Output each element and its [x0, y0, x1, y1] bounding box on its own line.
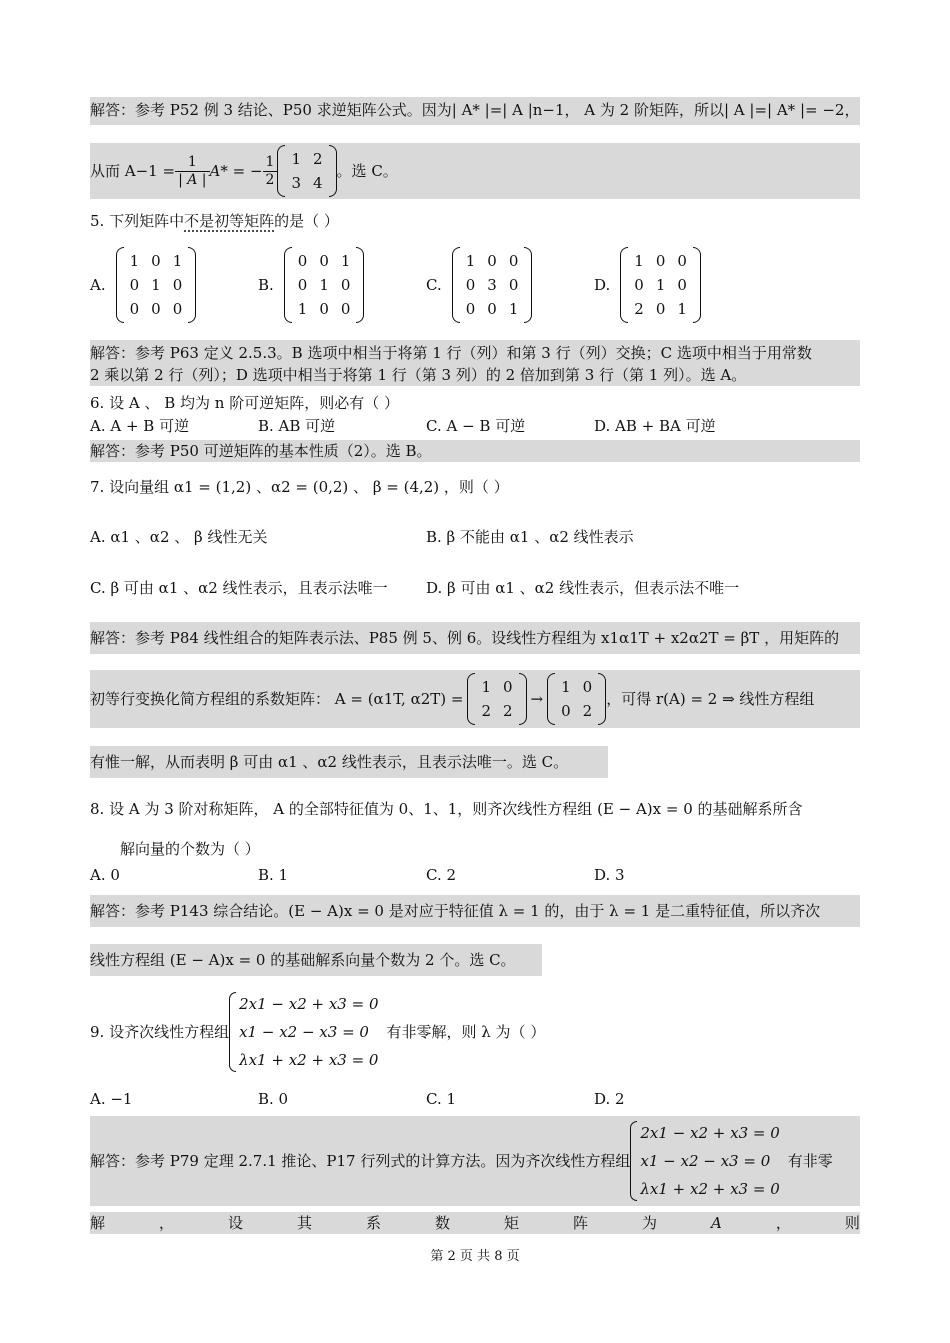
q8-option-a: A. 0	[90, 866, 120, 884]
char: 阵	[573, 1214, 589, 1232]
q9-answer-suffix: 有非零	[787, 1152, 833, 1170]
matrix-cell: 0	[582, 678, 593, 696]
q8-answer-line1: 解答：参考 P143 综合结论。(E − A)x = 0 是对应于特征值 λ = 1 的，由于 λ = 1 是二重特征值，所以齐次	[90, 895, 860, 927]
matrix-cell: 2	[582, 702, 593, 720]
q5-answer-line2: 2 乘以第 2 行（列）；D 选项中相当于将第 1 行（第 3 列）的 2 倍加到第 3 行（第 1 列）。选 A。	[90, 366, 747, 384]
matrix-cell: 0	[561, 702, 571, 720]
q5-option-d	[594, 247, 701, 323]
matrix-coefficients	[467, 673, 526, 725]
q5-answer-line1: 解答：参考 P63 定义 2.5.3。B 选项中相当于将第 1 行（列）和第 3 行（列）交换；C 选项中相当于用常数	[90, 344, 812, 362]
option-label: B.	[258, 276, 274, 294]
matrix-cell: 0	[655, 300, 666, 318]
q9-stem	[90, 990, 545, 1074]
q8-option-c: C. 2	[426, 866, 457, 884]
q6-stem: 6. 设 A 、 B 均为 n 阶可逆矩阵，则必有（ ）	[90, 394, 399, 412]
fraction-denominator: 2	[265, 171, 275, 188]
matrix-cell: 2	[502, 702, 513, 720]
equation-system	[630, 1119, 779, 1203]
option-matrix	[116, 247, 197, 323]
matrix-cell: 1	[677, 300, 687, 318]
q5-stem-emphasis: 不是初等矩阵	[184, 212, 275, 230]
matrix-cell: 0	[172, 300, 183, 318]
char: ，	[159, 1214, 175, 1232]
matrix-cell: 1	[172, 252, 183, 270]
matrix-cell: 1	[291, 150, 301, 168]
q6-option-b: B. AB 可逆	[258, 417, 336, 435]
equation: 2x1 − x2 + x3 = 0	[640, 1124, 780, 1142]
matrix-cell: 1	[297, 300, 308, 318]
matrix-cell: 0	[151, 300, 161, 318]
char: 系	[366, 1214, 382, 1232]
option-label: A.	[90, 276, 106, 294]
q7-answer-line3: 有惟一解，从而表明 β 可由 α1 、α2 线性表示，且表示法唯一。选 C。	[90, 746, 608, 778]
q5-stem	[90, 210, 339, 232]
matrix-cell: 0	[508, 252, 519, 270]
q7-option-b: B. β 不能由 α1 、α2 线性表示	[426, 528, 634, 546]
matrix-cell: 1	[465, 252, 476, 270]
fraction-denominator: | A |	[178, 171, 207, 188]
option-matrix	[452, 247, 533, 323]
matrix-cell: 0	[487, 252, 497, 270]
matrix-cell: 0	[340, 300, 351, 318]
matrix-cell: 0	[508, 276, 519, 294]
q9-option-a: A. −1	[90, 1090, 133, 1108]
q6-answer: 解答：参考 P50 可逆矩阵的基本性质（2）。选 B。	[90, 440, 860, 462]
q4-answer-line2	[90, 143, 860, 199]
matrix-cell: 0	[319, 300, 329, 318]
matrix-cell: 3	[291, 174, 301, 192]
q7-option-d: D. β 可由 α1 、α2 线性表示，但表示法不唯一	[426, 579, 740, 597]
q4-answer-suffix: 。选 C。	[336, 162, 398, 180]
q8-stem-line1: 8. 设 A 为 3 阶对称矩阵， A 的全部特征值为 0、1、1，则齐次线性方程组 (E − A)x = 0 的基础解系所含	[90, 800, 803, 818]
matrix-cell: 0	[297, 276, 308, 294]
matrix-cell: 2	[481, 702, 491, 720]
q5-answer	[90, 340, 860, 386]
q5-option-b	[258, 247, 364, 323]
q6-option-d: D. AB + BA 可逆	[594, 417, 716, 435]
q5-stem-prefix: 5. 下列矩阵中	[90, 212, 185, 230]
q9-option-d: D. 2	[594, 1090, 625, 1108]
matrix-a-star	[277, 145, 336, 197]
q8-option-b: B. 1	[258, 866, 289, 884]
matrix-cell: 0	[677, 276, 687, 294]
equation-system	[229, 990, 378, 1074]
fraction-half	[263, 154, 278, 189]
q6-option-a: A. A + B 可逆	[90, 417, 190, 435]
matrix-cell: 0	[655, 252, 666, 270]
q7-answer-suffix: ，可得 r(A) = 2 ⇒ 线性方程组	[606, 690, 815, 708]
matrix-cell: 0	[129, 276, 140, 294]
option-matrix	[620, 247, 701, 323]
char: 数	[435, 1214, 451, 1232]
q5-option-a	[90, 247, 196, 323]
equation: 2x1 − x2 + x3 = 0	[239, 995, 379, 1013]
q8-answer-line2: 线性方程组 (E − A)x = 0 的基础解系向量个数为 2 个。选 C。	[90, 944, 542, 976]
page-footer: 第 2 页 共 8 页	[430, 1249, 520, 1264]
matrix-cell: 3	[487, 276, 497, 294]
q7-answer-prefix: 初等行变换化简方程组的系数矩阵： A = (α1T, α2T) =	[90, 690, 464, 708]
matrix-cell: 4	[313, 174, 323, 192]
char: 矩	[504, 1214, 520, 1232]
equation: λx1 + x2 + x3 = 0	[239, 1051, 379, 1069]
q9-option-b: B. 0	[258, 1090, 289, 1108]
q6-option-c: C. A − B 可逆	[426, 417, 526, 435]
q5-stem-suffix: 的是（ ）	[274, 212, 339, 230]
matrix-cell: 0	[151, 252, 161, 270]
q4-answer-prefix: 从而 A−1 =	[90, 162, 176, 180]
matrix-cell: 0	[487, 300, 497, 318]
q4-answer-line1: 解答：参考 P52 例 3 结论、P50 求逆矩阵公式。因为| A* |=| A |n−1， A 为 2 阶矩阵，所以| A |=| A* |= −2，	[90, 97, 860, 125]
fraction	[175, 154, 209, 189]
matrix-cell: 1	[319, 276, 329, 294]
equation: x1 − x2 − x3 = 0	[239, 1023, 369, 1041]
char: 则	[844, 1214, 860, 1232]
matrix-reduced	[547, 673, 606, 725]
matrix-cell: 0	[465, 276, 476, 294]
q8-stem-line2: 解向量的个数为（ ）	[120, 840, 260, 858]
q9-answer-prefix: 解答：参考 P79 定理 2.7.1 推论、P17 行列式的计算方法。因为齐次线性方程组	[90, 1152, 631, 1170]
equation: x1 − x2 − x3 = 0	[640, 1152, 771, 1170]
matrix-cell: 0	[340, 276, 351, 294]
q7-answer-line1: 解答：参考 P84 线性组合的矩阵表示法、P85 例 5、例 6。设线性方程组为 x1α1T + x2α2T = βT ，用矩阵的	[90, 622, 860, 654]
char: A	[711, 1214, 722, 1232]
matrix-cell: 0	[634, 276, 644, 294]
q9-answer-last-line	[90, 1212, 860, 1234]
q9-stem-prefix: 9. 设齐次线性方程组	[90, 1023, 230, 1041]
q7-option-c: C. β 可由 α1 、α2 线性表示，且表示法唯一	[90, 579, 388, 597]
q8-option-d: D. 3	[594, 866, 625, 884]
char: 为	[642, 1214, 658, 1232]
matrix-cell: 0	[319, 252, 329, 270]
char: 解	[90, 1214, 106, 1232]
arrow-icon: →	[530, 690, 544, 708]
q9-stem-suffix: 有非零解，则 λ 为（ ）	[386, 1023, 546, 1041]
matrix-cell: 1	[655, 276, 666, 294]
matrix-cell: 0	[172, 276, 183, 294]
q7-option-a: A. α1 、α2 、 β 线性无关	[90, 528, 268, 546]
matrix-cell: 0	[297, 252, 308, 270]
matrix-cell: 0	[502, 678, 513, 696]
char: 其	[297, 1214, 313, 1232]
matrix-cell: 1	[561, 678, 571, 696]
equation: λx1 + x2 + x3 = 0	[640, 1180, 780, 1198]
matrix-cell: 1	[129, 252, 140, 270]
matrix-cell: 0	[465, 300, 476, 318]
matrix-cell: 1	[634, 252, 644, 270]
q7-stem: 7. 设向量组 α1 = (1,2) 、α2 = (0,2) 、 β = (4,2) ，则（ ）	[90, 478, 509, 496]
char: 设	[228, 1214, 244, 1232]
option-label: D.	[594, 276, 611, 294]
q9-option-c: C. 1	[426, 1090, 457, 1108]
matrix-cell: 0	[129, 300, 140, 318]
q9-answer	[90, 1116, 860, 1206]
q5-option-c	[426, 247, 532, 323]
fraction-numerator: 1	[263, 154, 278, 172]
matrix-cell: 1	[151, 276, 161, 294]
q7-answer-line2	[90, 670, 860, 728]
q4-answer-mid: A* = −	[209, 162, 263, 180]
matrix-cell: 2	[313, 150, 323, 168]
char: ，	[775, 1214, 791, 1232]
option-matrix	[284, 247, 365, 323]
matrix-cell: 0	[677, 252, 687, 270]
matrix-cell: 1	[481, 678, 491, 696]
matrix-cell: 1	[340, 252, 351, 270]
matrix-cell: 1	[508, 300, 519, 318]
matrix-cell: 2	[634, 300, 644, 318]
option-label: C.	[426, 276, 442, 294]
fraction-numerator: 1	[175, 154, 209, 172]
